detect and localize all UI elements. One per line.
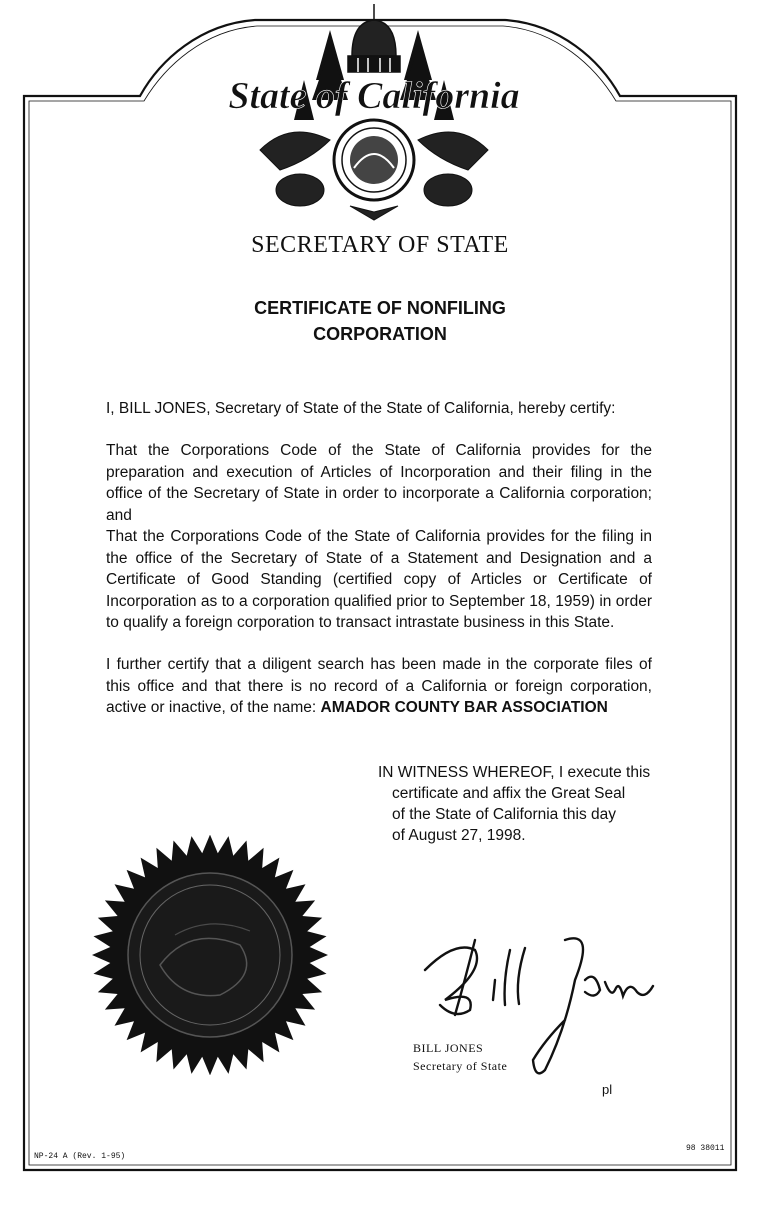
signatory-name: BILL JONES — [413, 1041, 484, 1055]
intro-paragraph: I, BILL JONES, Secretary of State of the State of California, hereby certify: — [106, 400, 616, 417]
form-number: NP-24 A (Rev. 1-95) — [34, 1152, 126, 1161]
office-title: SECRETARY OF STATE — [251, 232, 509, 258]
paragraph-3 — [106, 654, 652, 719]
clerk-initials: pl — [602, 1082, 613, 1097]
stock-number: 98 38011 — [686, 1144, 725, 1153]
witness-line3: of the State of California this day — [392, 806, 617, 823]
paragraph-3-text: I further certify that a diligent search has been made in the corporate files of this office and that there is no record of a California or foreign corporation, active or inactive, of the name: — [106, 656, 652, 716]
signature-graphic — [415, 920, 665, 1080]
paragraph-2: That the Corporations Code of the State of California provides for the filing in the office of the Secretary of State of a Statement and Designation and a Certificate of Good Standing (certified copy of Articles or Certificate of Incorporation as to a corporation qualified prior to September 18, 1959) in order to qualify a foreign corporation to transact intrastate business in this State. — [106, 528, 652, 631]
capitol-dome-icon — [348, 4, 400, 72]
certificate-title-line1: CERTIFICATE OF NONFILING — [254, 298, 506, 318]
entity-name: AMADOR COUNTY BAR ASSOCIATION — [320, 699, 608, 716]
certificate-title-line2: CORPORATION — [313, 324, 447, 344]
witness-line1: IN WITNESS WHEREOF, I execute this — [378, 764, 651, 781]
state-banner-text: State of California — [228, 75, 520, 117]
state-emblem — [200, 0, 560, 230]
witness-line4: of August 27, 1998. — [392, 827, 526, 844]
witness-line2: certificate and affix the Great Seal — [392, 785, 626, 802]
signatory-title: Secretary of State — [413, 1059, 508, 1073]
paragraph-1: That the Corporations Code of the State of California provides for the preparation and execution of Articles of Incorporation and their filing in the office of the Secretary of State in order to incorporate a California corporation; and — [106, 442, 652, 524]
small-seal-icon — [334, 120, 414, 200]
great-seal-icon — [90, 835, 330, 1075]
